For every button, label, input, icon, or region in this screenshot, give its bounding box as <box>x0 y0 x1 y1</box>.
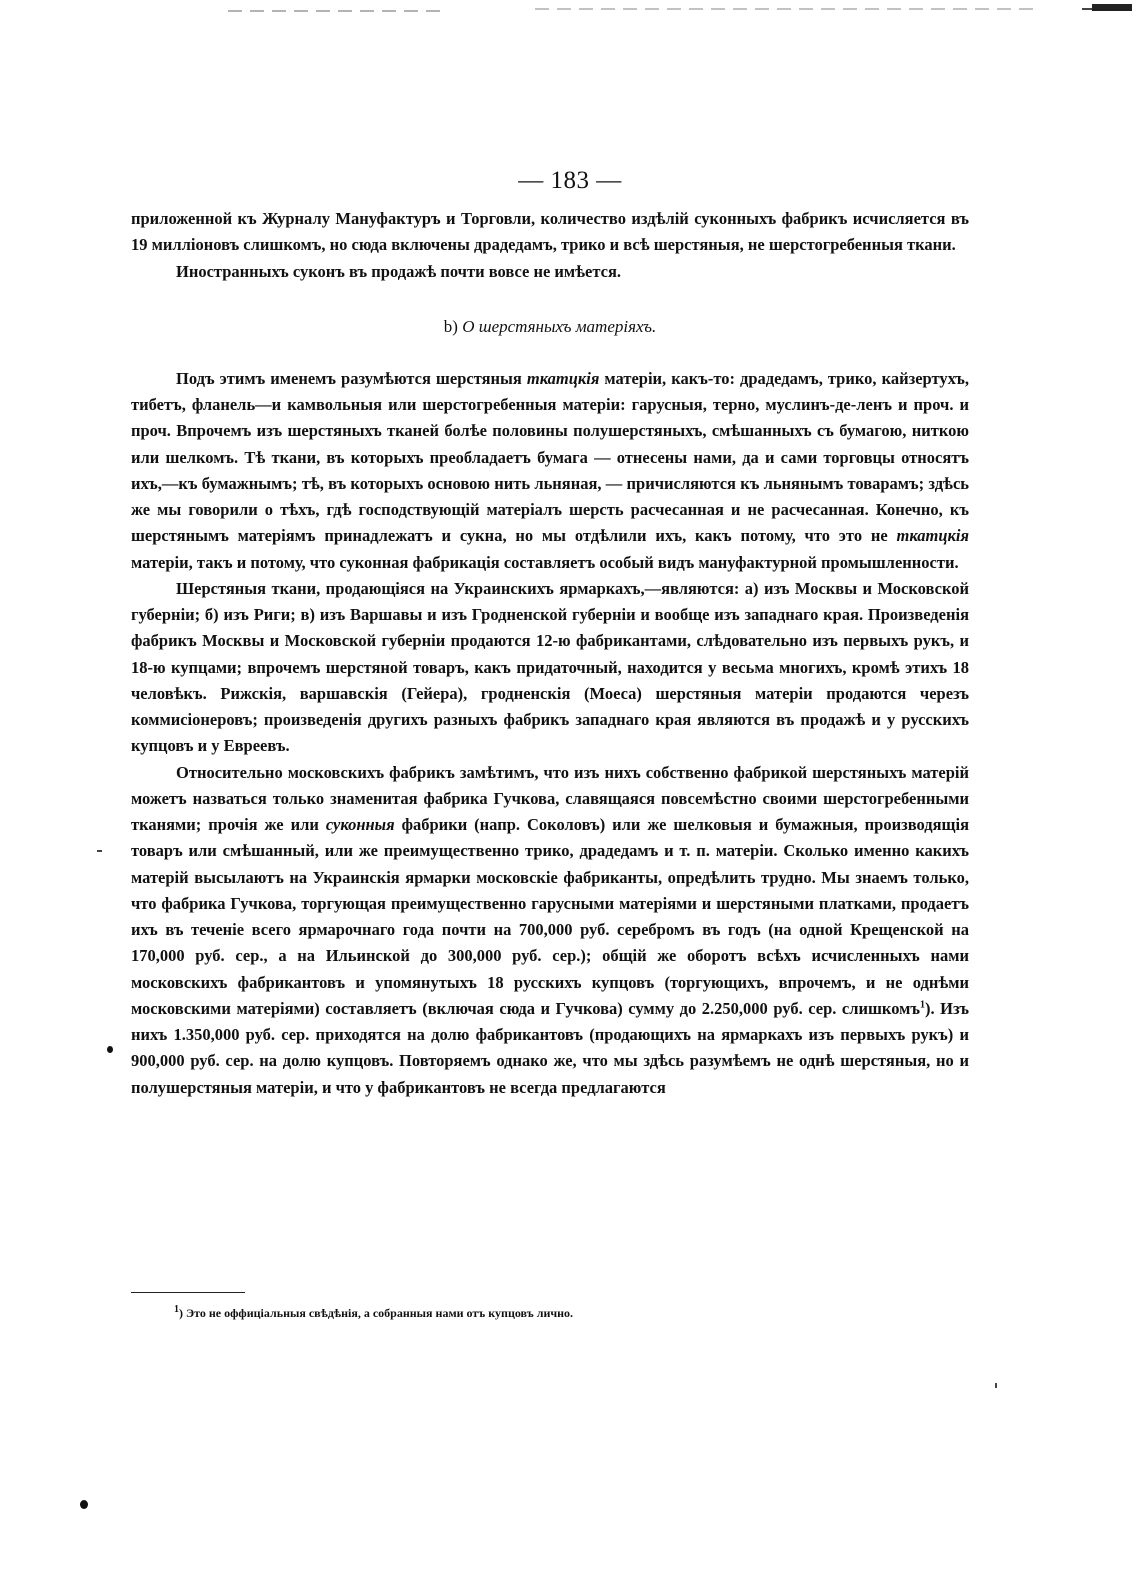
section-heading <box>131 314 969 340</box>
margin-ink-dot <box>80 1500 88 1509</box>
italic-term: суконныя <box>325 815 395 834</box>
footnote-divider <box>131 1292 245 1293</box>
margin-ink-dot <box>107 1046 113 1053</box>
margin-ink-tick <box>995 1383 997 1388</box>
paragraph-moscow-text-2: фабрики (напр. Соколовъ) или же шелковыя и бумажныя, производящія товаръ или смѣшанный, или же преимущественно трико, драдедамъ и т. п. матеріи. Сколько именно какихъ матерій высылаютъ на Украинскія ярмарки московскіе фабриканты, опредѣлить трудно. Мы знаемъ только, что фабрика Гучкова, торгующая преимущественно гарусными матеріями и шерстяными платками, продаетъ ихъ въ теченіе всего ярмарочнаго года почти на 700,000 руб. серебромъ въ годъ (на одной Крещенской на 170,000 руб. сер., а на Ильинской до 300,000 руб. сер.); общій же оборотъ всѣхъ исчисленныхъ нами московскихъ фабрикантовъ и упомянутыхъ 18 русскихъ купцовъ (торгующихъ, впрочемъ, и не однѣми московскими матеріями) составляетъ (включая сюда и Гучкова) сумму до 2.250,000 руб. сер. слишкомъ <box>131 815 969 1018</box>
italic-term: ткатцкія <box>526 368 600 388</box>
paragraph-definition <box>131 366 969 576</box>
footnote-text: ) Это не оффиціальныя свѣдѣнія, а собранныя нами отъ купцовъ лично. <box>179 1306 574 1320</box>
paragraph-definition-text-2: матеріи, какъ-то: драдедамъ, трико, кайзертухъ, тибетъ, фланель—и камвольныя или шерстогребенныя матеріи: гарусныя, терно, муслинъ-де-ленъ и проч. и проч. Впрочемъ изъ шерстяныхъ тканей болѣе половины полушерстяныхъ, смѣшанныхъ съ бумагою, ниткою или шелкомъ. Тѣ ткани, въ которыхъ преобладаетъ бумага — отнесены нами, да и сами торговцы относятъ ихъ,—къ бумажнымъ; тѣ, въ которыхъ основою нить льняная, — причисляются къ льнянымъ товарамъ; здѣсь же мы говорили о тѣхъ, гдѣ господствующій матеріалъ шерсть расчесанная и не расчесанная. Конечно, къ шерстянымъ матеріямъ принадлежатъ и сукна, но мы отдѣлили ихъ, какъ потому, что это не <box>131 368 970 546</box>
page-body <box>131 206 969 1101</box>
section-title: О шерстяныхъ матеріяхъ. <box>462 316 657 336</box>
scan-artifact-rule-right <box>535 8 1035 10</box>
paragraph-continuation: приложенной къ Журналу Мануфактуръ и Торговли, количество издѣлій суконныхъ фабрикъ исчисляется въ 19 милліоновъ слишкомъ, но сюда включены драдедамъ, трико и всѣ шерстяныя, не шерстогребенныя ткани. <box>131 209 969 255</box>
page-number: — 183 — <box>518 167 622 194</box>
paragraph-moscow-text-3: ). Изъ нихъ 1.350,000 руб. сер. приходятся на долю фабрикантовъ (продающихъ на ярмаркахъ изъ первыхъ рукъ) и 900,000 руб. сер. на долю купцовъ. Повторяемъ однако же, что мы здѣсь разумѣемъ не однѣ шерстяныя, но и полушерстяныя матеріи, и что у фабрикантовъ не всегда предлагаются <box>131 998 969 1097</box>
margin-ink-tick <box>97 850 102 852</box>
paragraph-definition-text-3: матеріи, такъ и потому, что суконная фабрикація составляетъ особый видъ мануфактурной промышленности. <box>131 552 959 572</box>
section-marker: b) <box>443 316 463 336</box>
scan-corner-mark <box>1092 4 1132 11</box>
italic-term: ткатцкія <box>896 526 969 546</box>
paragraph-sources: Шерстяныя ткани, продающіяся на Украинскихъ ярмаркахъ,—являются: а) изъ Москвы и Московской губерніи; б) изъ Риги; в) изъ Варшавы и изъ Гродненской губерніи и вообще изъ западнаго края. Произведенія фабрикъ Москвы и Московской губерніи продаются 12-ю фабрикантами, слѣдовательно изъ первыхъ рукъ, и 18-ю купцами; впрочемъ шерстяной товаръ, какъ придаточный, находится у весьма многихъ, кромѣ этихъ 18 человѣкъ. Рижскія, варшавскія (Гейера), гродненскія (Моеса) шерстяныя матеріи продаются черезъ коммисіонеровъ; произведенія другихъ разныхъ фабрикъ западнаго края являются въ продажѣ и у русскихъ купцовъ и у Евреевъ. <box>131 578 969 756</box>
footnote <box>174 1305 573 1321</box>
footnote-marker: 1 <box>174 1304 179 1315</box>
paragraph-foreign-cloth: Иностранныхъ суконъ въ продажѣ почти вовсе не имѣется. <box>176 261 622 281</box>
scan-artifact-rule-left <box>228 10 448 12</box>
paragraph-moscow-factories <box>131 760 969 1101</box>
paragraph-definition-text-1: Подъ этимъ именемъ разумѣются шерстяныя <box>176 368 527 388</box>
paragraph-moscow-text-1: Относительно московскихъ фабрикъ замѣтимъ, что изъ нихъ собственно фабрикой шерстяныхъ матерій можетъ назваться только знаменитая фабрика Гучкова, славящаяся повсемѣстно своими шерстогребенными тканями; прочія же или <box>131 762 969 834</box>
footnote-reference: 1 <box>920 999 926 1011</box>
